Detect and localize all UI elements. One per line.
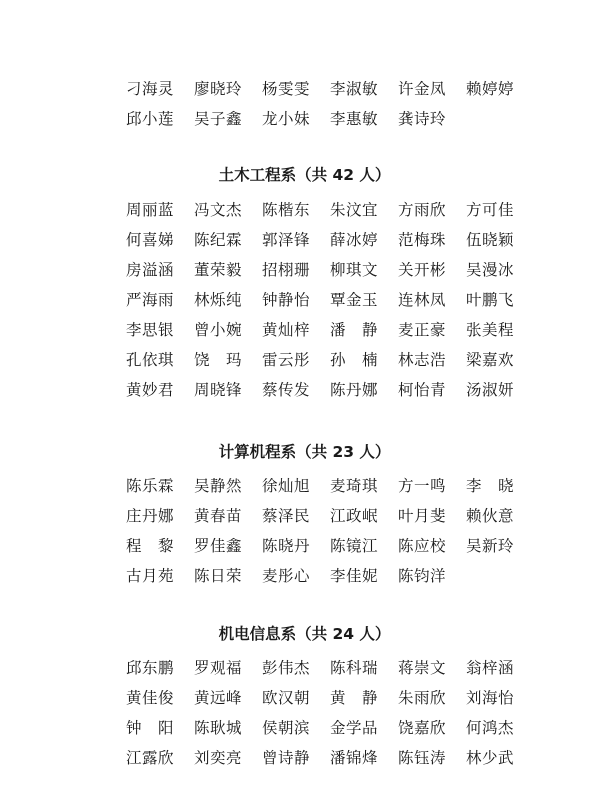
person-name: 刁海灵 xyxy=(126,80,175,98)
person-name: 董荣毅 xyxy=(194,261,243,279)
name-row xyxy=(126,378,546,402)
person-name: 刘海怡 xyxy=(466,689,515,707)
person-name: 朱汶宜 xyxy=(330,201,379,219)
person-name: 房溢涵 xyxy=(126,261,175,279)
person-name: 侯朝滨 xyxy=(262,719,311,737)
person-name: 张美程 xyxy=(466,321,515,339)
person-name: 赖伙意 xyxy=(466,507,515,525)
person-name: 陈楷东 xyxy=(262,201,311,219)
person-name: 朱雨欣 xyxy=(398,689,447,707)
person-name: 邱东鹏 xyxy=(126,659,175,677)
name-row xyxy=(126,258,546,282)
person-name: 欧汉朝 xyxy=(262,689,311,707)
name-row xyxy=(126,77,546,101)
person-name: 彭伟杰 xyxy=(262,659,311,677)
person-name: 招栩珊 xyxy=(262,261,311,279)
person-name: 钟 阳 xyxy=(126,719,175,737)
person-name: 覃金玉 xyxy=(330,291,379,309)
person-name: 伍晓颖 xyxy=(466,231,515,249)
person-name: 黄春苗 xyxy=(194,507,243,525)
person-name: 廖晓玲 xyxy=(194,80,243,98)
person-name: 陈纪霖 xyxy=(194,231,243,249)
person-name: 雷云彤 xyxy=(262,351,311,369)
person-name: 陈丹娜 xyxy=(330,381,379,399)
section-title-electromechanical: 机电信息系（共 24 人） xyxy=(218,625,391,643)
person-name: 钟静怡 xyxy=(262,291,311,309)
person-name: 曾小婉 xyxy=(194,321,243,339)
person-name: 陈科瑞 xyxy=(330,659,379,677)
person-name: 方一鸣 xyxy=(398,477,447,495)
person-name: 陈耿城 xyxy=(194,719,243,737)
person-name: 周丽蓝 xyxy=(126,201,175,219)
person-name: 罗观福 xyxy=(194,659,243,677)
person-name: 孔依琪 xyxy=(126,351,175,369)
person-name: 蔡传发 xyxy=(262,381,311,399)
person-name: 方雨欣 xyxy=(398,201,447,219)
person-name: 陈应校 xyxy=(398,537,447,555)
name-row xyxy=(126,474,546,498)
person-name: 龚诗玲 xyxy=(398,110,447,128)
person-name: 吴子鑫 xyxy=(194,110,243,128)
person-name: 庄丹娜 xyxy=(126,507,175,525)
person-name: 吴静然 xyxy=(194,477,243,495)
name-row xyxy=(126,564,546,588)
person-name: 陈乐霖 xyxy=(126,477,175,495)
person-name: 邱小莲 xyxy=(126,110,175,128)
person-name: 李佳妮 xyxy=(330,567,379,585)
person-name: 何喜娣 xyxy=(126,231,175,249)
person-name: 罗佳鑫 xyxy=(194,537,243,555)
person-name: 江露欣 xyxy=(126,749,175,767)
person-name: 黄 静 xyxy=(330,689,379,707)
person-name: 潘 静 xyxy=(330,321,379,339)
person-name: 李思银 xyxy=(126,321,175,339)
name-row xyxy=(126,746,546,770)
name-row xyxy=(126,716,546,740)
person-name: 曾诗静 xyxy=(262,749,311,767)
person-name: 陈钧洋 xyxy=(398,567,447,585)
person-name: 麦正豪 xyxy=(398,321,447,339)
person-name: 刘奕亮 xyxy=(194,749,243,767)
person-name: 黄佳俊 xyxy=(126,689,175,707)
person-name: 陈日荣 xyxy=(194,567,243,585)
person-name: 汤淑妍 xyxy=(466,381,515,399)
person-name: 古月苑 xyxy=(126,567,175,585)
person-name: 陈钰涛 xyxy=(398,749,447,767)
section-title-computer-science: 计算机程系（共 23 人） xyxy=(218,443,391,461)
name-row xyxy=(126,504,546,528)
person-name: 林志浩 xyxy=(398,351,447,369)
person-name: 严海雨 xyxy=(126,291,175,309)
name-row xyxy=(126,534,546,558)
person-name: 黄远峰 xyxy=(194,689,243,707)
person-name: 黄灿梓 xyxy=(262,321,311,339)
person-name: 程 黎 xyxy=(126,537,175,555)
person-name: 郭泽锋 xyxy=(262,231,311,249)
name-row xyxy=(126,228,546,252)
person-name: 徐灿旭 xyxy=(262,477,311,495)
person-name: 范梅珠 xyxy=(398,231,447,249)
name-row xyxy=(126,348,546,372)
person-name: 柯怡青 xyxy=(398,381,447,399)
name-row xyxy=(126,686,546,710)
person-name: 蒋崇文 xyxy=(398,659,447,677)
person-name: 方可佳 xyxy=(466,201,515,219)
name-row xyxy=(126,656,546,680)
person-name: 叶月斐 xyxy=(398,507,447,525)
person-name: 叶鹏飞 xyxy=(466,291,515,309)
person-name: 金学品 xyxy=(330,719,379,737)
person-name: 冯文杰 xyxy=(194,201,243,219)
person-name: 龙小妹 xyxy=(262,110,311,128)
person-name: 潘锦烽 xyxy=(330,749,379,767)
person-name: 麦琦琪 xyxy=(330,477,379,495)
person-name: 林少武 xyxy=(466,749,515,767)
person-name: 饶嘉欣 xyxy=(398,719,447,737)
person-name: 江政岷 xyxy=(330,507,379,525)
person-name: 饶 玛 xyxy=(194,351,243,369)
person-name: 何鸿杰 xyxy=(466,719,515,737)
person-name: 李惠敏 xyxy=(330,110,379,128)
person-name: 梁嘉欢 xyxy=(466,351,515,369)
person-name: 吴新玲 xyxy=(466,537,515,555)
person-name: 关开彬 xyxy=(398,261,447,279)
person-name: 赖婷婷 xyxy=(466,80,515,98)
person-name: 周晓锋 xyxy=(194,381,243,399)
person-name: 连林凤 xyxy=(398,291,447,309)
person-name: 杨雯雯 xyxy=(262,80,311,98)
name-row xyxy=(126,107,546,131)
name-row xyxy=(126,288,546,312)
section-title-civil-engineering: 土木工程系（共 42 人） xyxy=(218,166,391,184)
person-name: 李淑敏 xyxy=(330,80,379,98)
person-name: 许金凤 xyxy=(398,80,447,98)
name-row xyxy=(126,318,546,342)
person-name: 黄妙君 xyxy=(126,381,175,399)
person-name: 李 晓 xyxy=(466,477,515,495)
person-name: 林烁纯 xyxy=(194,291,243,309)
person-name: 孙 楠 xyxy=(330,351,379,369)
person-name: 陈晓丹 xyxy=(262,537,311,555)
person-name: 翁梓涵 xyxy=(466,659,515,677)
person-name: 柳琪文 xyxy=(330,261,379,279)
name-row xyxy=(126,198,546,222)
person-name: 陈镜江 xyxy=(330,537,379,555)
person-name: 麦彤心 xyxy=(262,567,311,585)
person-name: 蔡泽民 xyxy=(262,507,311,525)
person-name: 薛冰婷 xyxy=(330,231,379,249)
person-name: 吴漫冰 xyxy=(466,261,515,279)
